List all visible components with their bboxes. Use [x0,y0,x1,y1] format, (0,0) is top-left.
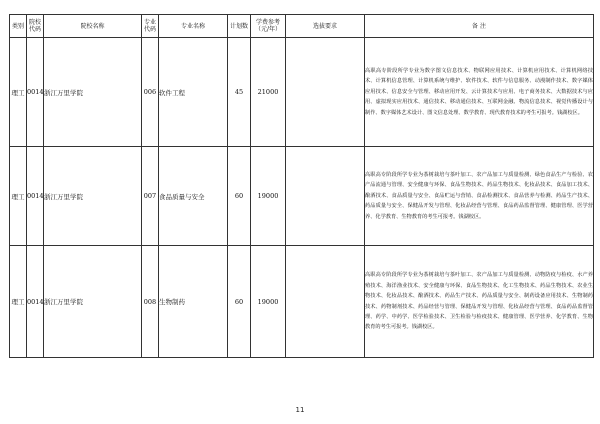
cell-plan-count: 60 [228,147,251,246]
cell-major-name: 生物制药 [159,246,228,358]
cell-school-name: 浙江万里学院 [44,147,142,246]
cell-tuition: 19000 [251,147,286,246]
cell-school-name: 浙江万里学院 [44,246,142,358]
header-school-name: 院校名称 [44,15,142,38]
cell-requirements [286,246,365,358]
header-tuition: 学费参考（元/年） [251,15,286,38]
cell-major-name: 软件工程 [159,38,228,147]
header-notes: 备 注 [365,15,594,38]
admission-table [9,14,594,358]
page-number: 11 [295,406,305,414]
cell-tuition: 21000 [251,38,286,147]
cell-tuition: 19000 [251,246,286,358]
cell-plan-count: 60 [228,246,251,358]
table-row [10,246,594,358]
cell-school-code: 0014 [27,38,44,147]
cell-school-code: 0014 [27,246,44,358]
cell-category: 理工 [10,246,27,358]
cell-notes: 高职高专阶段所学专业为茶树栽培与茶叶加工、农产品加工与质量检测、动物防疫与检疫、水产养殖技术、海洋渔业技术、安全健康与环保、食品生物技术、化工生物技术、药品生物技术、农业生物技术、化妆品技术、酿酒技术、药品生产技术、药品质量与安全、制药设备应用技术、生物制药技术、药物制剂技术、药品经营与管理、保健品开发与管理、化妆品经营与管理、食品药品监督管理、药学、中药学、医学检验技术、卫生检验与检疫技术、健康管理、医学营养、化学教育、生物教育的考生可报考。钱湖校区。 [365,246,594,358]
cell-notes: 高职高专阶段所学专业为茶树栽培与茶叶加工、农产品加工与质量检测、绿色食品生产与检验、农产品流通与管理、安全健康与环保、食品生物技术、药品生物技术、化妆品技术、食品加工技术、酿酒技术、食品质量与安全、食品贮运与营销、食品检测技术、食品营养与检测、药品生产技术、药品质量与安全、保健品开发与管理、化妆品经营与管理、食品药品监督管理、健康管理、医学营养、化学教育、生物教育的考生可报考。钱湖校区。 [365,147,594,246]
header-requirements: 选拔要求 [286,15,365,38]
cell-category: 理工 [10,38,27,147]
cell-requirements [286,38,365,147]
cell-school-code: 0014 [27,147,44,246]
cell-notes: 高职高专阶段所学专业为数字图文信息技术、物联网应用技术、计算机应用技术、计算机网络技术、计算机信息管理、计算机系统与维护、软件技术、软件与信息服务、动漫制作技术、数字媒体应用技术、信息安全与管理、移动应用开发、云计算技术与应用、电子商务技术、大数据技术与应用、虚拟现实应用技术、通信技术、移动通信技术、互联网金融、物流信息技术、视觉传播设计与制作、数字媒体艺术设计、图文信息处理、数学教育、现代教育技术的考生可报考。钱湖校区。 [365,38,594,147]
header-plan-count: 计划数 [228,15,251,38]
header-category: 类别 [10,15,27,38]
cell-major-code: 007 [142,147,159,246]
cell-requirements [286,147,365,246]
cell-category: 理工 [10,147,27,246]
cell-plan-count: 45 [228,38,251,147]
table-row [10,147,594,246]
header-school-code: 院校代码 [27,15,44,38]
cell-school-name: 浙江万里学院 [44,38,142,147]
cell-major-code: 008 [142,246,159,358]
header-major-name: 专业名称 [159,15,228,38]
cell-major-code: 006 [142,38,159,147]
table-row [10,38,594,147]
table-header-row [10,15,594,38]
cell-major-name: 食品质量与安全 [159,147,228,246]
header-major-code: 专业代码 [142,15,159,38]
